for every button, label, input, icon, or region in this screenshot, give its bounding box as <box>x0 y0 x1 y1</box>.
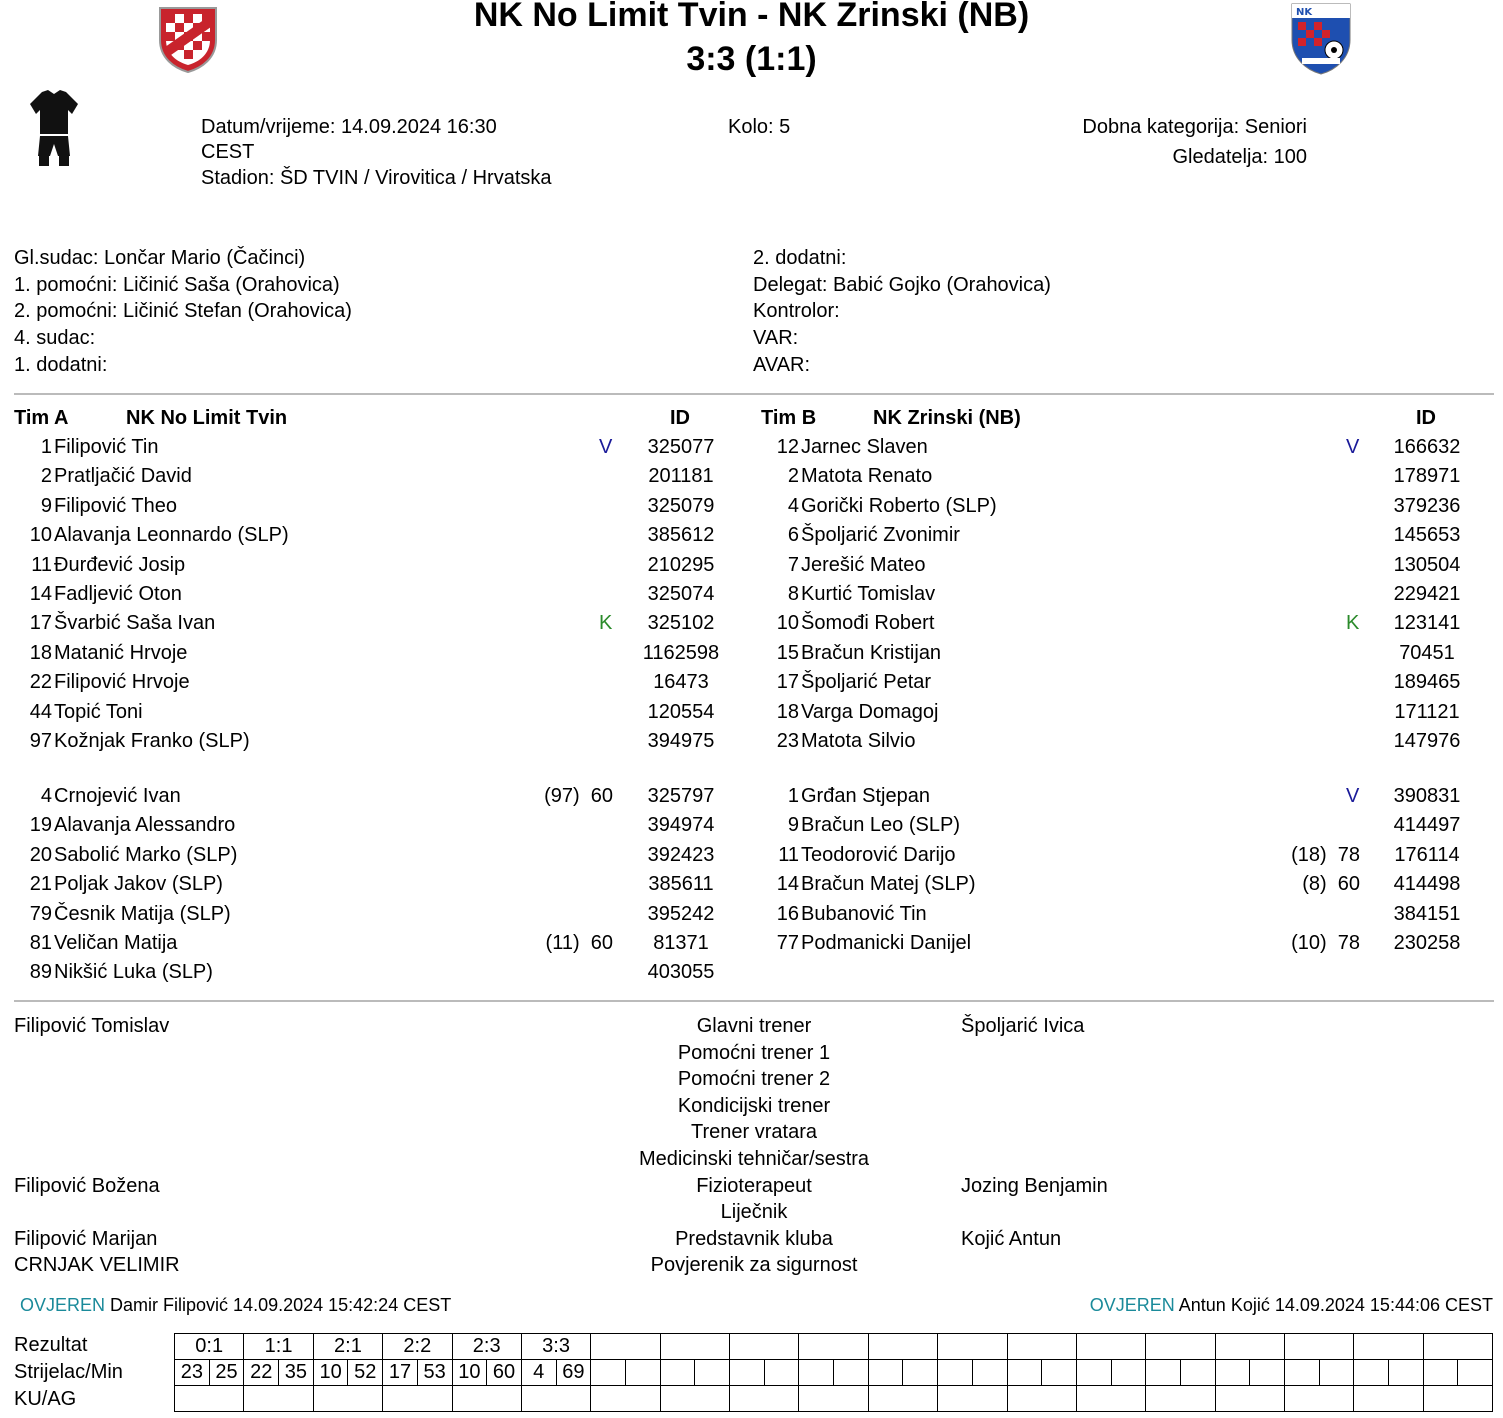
player-role-mark: V <box>599 436 613 458</box>
official-fourth: 4. sudac: <box>14 327 96 349</box>
player-name: Bračun Matej (SLP) <box>801 873 976 896</box>
player-name: Crnojević Ivan <box>54 785 181 807</box>
player-name: Matota Renato <box>801 465 933 488</box>
match-datetime: Datum/vrijeme: 14.09.2024 16:30 <box>201 116 497 138</box>
player-name: Kožnjak Franko (SLP) <box>54 730 250 752</box>
scorer-minute-cell <box>625 1360 660 1386</box>
official-controller: Kontrolor: <box>753 300 840 322</box>
scorer-minute-cell <box>1458 1360 1493 1386</box>
score-cell <box>1076 1334 1145 1360</box>
scorer-number-cell: 17 <box>383 1360 418 1386</box>
player-number: 9 <box>787 814 799 837</box>
player-name: Bračun Kristijan <box>801 641 942 664</box>
player-number: 17 <box>29 612 52 635</box>
player-name: Sabolić Marko (SLP) <box>54 843 238 866</box>
player-number: 1 <box>787 785 799 807</box>
card-cell <box>1076 1386 1145 1412</box>
staff-team-a-member: Filipović Marijan <box>14 1227 158 1250</box>
scorer-minute-cell <box>764 1360 799 1386</box>
divider <box>14 393 1494 395</box>
card-cell <box>175 1386 244 1412</box>
scorer-minute-cell <box>1319 1360 1354 1386</box>
staff-role: Trener vratara <box>691 1121 817 1144</box>
staff-role: Fizioterapeut <box>696 1174 812 1197</box>
player-number: 97 <box>29 730 52 752</box>
player-number: 4 <box>787 494 799 517</box>
scorer-minute-cell <box>695 1360 730 1386</box>
staff-role: Pomoćni trener 2 <box>677 1068 831 1091</box>
player-number: 2 <box>787 465 799 488</box>
card-cell <box>1146 1386 1215 1412</box>
substitution-info: (10) 78 <box>1291 932 1360 954</box>
scorer-number-cell: 10 <box>452 1360 487 1386</box>
player-id: 171121 <box>1394 700 1460 723</box>
player-number: 12 <box>776 436 799 458</box>
staff-role: Liječnik <box>720 1201 788 1224</box>
player-name: Filipović Hrvoje <box>54 671 190 694</box>
player-id: 395242 <box>647 902 715 925</box>
score-cell <box>1423 1334 1492 1360</box>
staff-role: Medicinski tehničar/sestra <box>638 1148 870 1170</box>
staff-team-b-member: Kojić Antun <box>961 1227 1062 1250</box>
scorer-number-cell <box>938 1360 973 1386</box>
team-a-id-header: ID <box>670 407 690 429</box>
scorer-number-cell: 22 <box>244 1360 279 1386</box>
card-cell <box>452 1386 521 1412</box>
score-cell <box>660 1334 729 1360</box>
scorer-number-cell <box>868 1360 903 1386</box>
scorer-minute-cell <box>1389 1360 1424 1386</box>
score-cell: 0:1 <box>175 1334 244 1360</box>
official-additional-1: 1. dodatni: <box>14 354 108 376</box>
player-name: Bračun Leo (SLP) <box>801 814 960 837</box>
scorer-number-cell <box>660 1360 695 1386</box>
player-number: 89 <box>29 961 52 984</box>
score-cell <box>1285 1334 1354 1360</box>
player-number: 2 <box>40 465 52 488</box>
player-number: 18 <box>776 700 799 723</box>
scorer-minute-cell: 60 <box>487 1360 522 1386</box>
scorer-number-cell <box>730 1360 765 1386</box>
player-name: Pratljačić David <box>54 465 192 488</box>
player-number: 11 <box>31 553 52 576</box>
official-avar: AVAR: <box>753 354 811 376</box>
player-id: 325077 <box>647 436 715 458</box>
scorer-number-cell <box>1423 1360 1458 1386</box>
scorer-number-cell <box>1354 1360 1389 1386</box>
player-id: 403055 <box>647 961 715 984</box>
scorer-number-cell: 10 <box>313 1360 348 1386</box>
match-timezone: CEST <box>201 141 255 163</box>
player-number: 81 <box>29 932 52 954</box>
score-cell <box>591 1334 660 1360</box>
official-additional-2: 2. dodatni: <box>753 247 847 269</box>
substitution-info: (97) 60 <box>544 785 613 807</box>
staff-role: Povjerenik za sigurnost <box>650 1254 858 1277</box>
scorer-row-label: Strijelac/Min <box>14 1361 123 1383</box>
card-cell <box>1423 1386 1492 1412</box>
jersey-icon <box>28 88 80 168</box>
player-name: Podmanicki Danijel <box>801 932 972 954</box>
player-role-mark: V <box>1346 785 1360 807</box>
player-id: 70451 <box>1399 641 1455 664</box>
team-b-name: NK Zrinski (NB) <box>873 407 1021 429</box>
scorer-number-cell <box>799 1360 834 1386</box>
player-id: 385612 <box>647 524 715 547</box>
staff-team-a-member: Filipović Tomislav <box>14 1015 170 1037</box>
player-name: Poljak Jakov (SLP) <box>54 873 223 896</box>
player-id: 390831 <box>1393 785 1461 807</box>
card-cell <box>1354 1386 1423 1412</box>
staff-team-a-member: CRNJAK VELIMIR <box>14 1254 180 1277</box>
scorer-minute-cell <box>1180 1360 1215 1386</box>
player-number: 23 <box>776 730 799 752</box>
player-name: Jarnec Slaven <box>801 436 928 458</box>
scorer-number-cell <box>1146 1360 1181 1386</box>
match-stadium: Stadion: ŠD TVIN / Virovitica / Hrvatska <box>201 167 552 189</box>
player-number: 14 <box>29 583 52 605</box>
staff-team-b-member: Špoljarić Ivica <box>961 1015 1085 1037</box>
score-cell <box>1146 1334 1215 1360</box>
player-number: 15 <box>776 641 799 664</box>
player-role-mark: K <box>599 612 613 635</box>
player-role-mark: V <box>1346 436 1360 458</box>
score-cell <box>938 1334 1007 1360</box>
card-cell <box>383 1386 452 1412</box>
verified-status: OVJEREN <box>1089 1295 1175 1315</box>
scorer-number-cell <box>591 1360 626 1386</box>
player-id: 325797 <box>647 785 715 807</box>
card-cell <box>730 1386 799 1412</box>
player-id: 379236 <box>1393 494 1461 517</box>
player-number: 11 <box>778 843 799 866</box>
card-row-label: KU/AG <box>14 1388 77 1410</box>
player-id: 81371 <box>653 932 709 954</box>
staff-role: Kondicijski trener <box>677 1094 831 1117</box>
player-id: 178971 <box>1393 465 1461 488</box>
scorer-minute-cell: 35 <box>279 1360 314 1386</box>
score-cell: 2:1 <box>313 1334 382 1360</box>
player-name: Filipović Tin <box>54 436 159 458</box>
player-name: Varga Domagoj <box>801 700 939 723</box>
scorer-minute-cell <box>903 1360 938 1386</box>
player-name: Alavanja Leonnardo (SLP) <box>54 524 289 547</box>
player-id: 385611 <box>648 873 714 896</box>
away-club-crest-icon <box>1288 0 1354 76</box>
player-name: Gorički Roberto (SLP) <box>801 494 997 517</box>
player-id: 176114 <box>1394 843 1460 866</box>
player-id: 230258 <box>1393 932 1461 954</box>
player-id: 130504 <box>1393 553 1461 576</box>
player-number: 20 <box>29 843 52 866</box>
svg-text:NK: NK <box>1296 7 1313 18</box>
player-id: 1162598 <box>642 641 720 664</box>
verification-left <box>20 1295 451 1316</box>
score-cell: 1:1 <box>244 1334 313 1360</box>
player-name: Filipović Theo <box>54 494 178 517</box>
player-id: 384151 <box>1393 902 1461 925</box>
staff-role: Predstavnik kluba <box>675 1227 833 1250</box>
scorer-number-cell <box>1007 1360 1042 1386</box>
verification-right <box>900 1295 1493 1316</box>
card-cell <box>1215 1386 1284 1412</box>
player-id: 229421 <box>1393 583 1461 605</box>
card-cell <box>244 1386 313 1412</box>
player-id: 16473 <box>653 671 709 694</box>
result-table <box>174 1333 1493 1412</box>
player-number: 1 <box>40 436 52 458</box>
player-id: 394974 <box>647 814 715 837</box>
player-number: 77 <box>776 932 799 954</box>
player-name: Alavanja Alessandro <box>54 814 236 837</box>
player-name: Šomođi Robert <box>801 612 935 635</box>
player-name: Jerešić Mateo <box>801 553 926 576</box>
official-var: VAR: <box>753 327 799 349</box>
player-role-mark: K <box>1346 612 1360 635</box>
player-name: Matota Silvio <box>801 730 916 752</box>
card-cell <box>660 1386 729 1412</box>
score-cell <box>1007 1334 1076 1360</box>
player-name: Kurtić Tomislav <box>801 583 936 605</box>
official-main-referee: Gl.sudac: Lončar Mario (Čačinci) <box>14 247 306 269</box>
player-name: Đurđević Josip <box>54 553 186 576</box>
card-cell <box>799 1386 868 1412</box>
score-cell <box>868 1334 937 1360</box>
player-name: Fadljević Oton <box>54 583 182 605</box>
player-number: 19 <box>29 814 52 837</box>
player-number: 17 <box>776 671 799 694</box>
score-cell: 3:3 <box>521 1334 590 1360</box>
scorer-minute-cell <box>1042 1360 1077 1386</box>
player-id: 145653 <box>1393 524 1461 547</box>
scorer-minute-cell <box>972 1360 1007 1386</box>
age-category: Dobna kategorija: Seniori <box>1082 116 1307 138</box>
score-cell <box>799 1334 868 1360</box>
score-cell <box>730 1334 799 1360</box>
player-name: Špoljarić Zvonimir <box>801 524 960 547</box>
player-number: 6 <box>787 524 799 547</box>
match-round: Kolo: 5 <box>728 116 791 138</box>
scorer-minute-cell <box>834 1360 869 1386</box>
player-number: 7 <box>787 553 799 576</box>
player-name: Bubanović Tin <box>801 902 927 925</box>
staff-team-b-member: Jozing Benjamin <box>961 1174 1108 1197</box>
card-cell <box>938 1386 1007 1412</box>
result-row-label: Rezultat <box>14 1334 88 1356</box>
player-name: Česnik Matija (SLP) <box>54 902 231 925</box>
team-a-label: Tim A <box>14 407 69 429</box>
player-number: 16 <box>776 902 799 925</box>
player-number: 10 <box>776 612 799 635</box>
scorer-minute-cell <box>1111 1360 1146 1386</box>
card-cell <box>313 1386 382 1412</box>
score-cell: 2:3 <box>452 1334 521 1360</box>
score-cell: 2:2 <box>383 1334 452 1360</box>
match-title: NK No Limit Tvin - NK Zrinski (NB) <box>473 0 1030 34</box>
player-number: 22 <box>29 671 52 694</box>
verified-status: OVJEREN <box>20 1295 106 1315</box>
player-id: 325079 <box>647 494 715 517</box>
player-name: Špoljarić Petar <box>801 671 932 694</box>
player-id: 394975 <box>647 730 715 752</box>
card-cell <box>591 1386 660 1412</box>
player-name: Nikšić Luka (SLP) <box>54 961 213 984</box>
player-id: 210295 <box>647 553 715 576</box>
divider <box>14 1000 1494 1002</box>
scorer-minute-cell: 25 <box>209 1360 244 1386</box>
scorer-minute-cell <box>1250 1360 1285 1386</box>
player-name: Švarbić Saša Ivan <box>54 612 216 635</box>
scorer-number-cell <box>1285 1360 1320 1386</box>
player-id: 325102 <box>647 612 715 635</box>
scorer-number-cell: 23 <box>175 1360 210 1386</box>
player-id: 392423 <box>647 843 715 866</box>
substitution-info: (8) 60 <box>1302 873 1360 896</box>
player-name: Grđan Stjepan <box>801 785 930 807</box>
staff-team-a-member: Filipović Božena <box>14 1174 160 1197</box>
player-id: 201181 <box>648 465 714 488</box>
player-id: 147976 <box>1393 730 1461 752</box>
player-name: Topić Toni <box>54 700 143 723</box>
staff-role: Pomoćni trener 1 <box>677 1041 831 1064</box>
card-cell <box>1285 1386 1354 1412</box>
verified-by: Antun Kojić 14.09.2024 15:44:06 CEST <box>1174 1295 1493 1315</box>
player-number: 10 <box>29 524 52 547</box>
substitution-info: (18) 78 <box>1291 843 1360 866</box>
official-delegate: Delegat: Babić Gojko (Orahovica) <box>753 274 1051 296</box>
verified-by: Damir Filipović 14.09.2024 15:42:24 CEST <box>105 1295 452 1315</box>
official-assistant-1: 1. pomoćni: Ličinić Saša (Orahovica) <box>14 274 340 296</box>
card-cell <box>521 1386 590 1412</box>
player-name: Matanić Hrvoje <box>54 641 188 664</box>
card-cell <box>1007 1386 1076 1412</box>
player-number: 4 <box>40 785 52 807</box>
score-cell <box>1354 1334 1423 1360</box>
card-cell <box>868 1386 937 1412</box>
player-number: 9 <box>40 494 52 517</box>
scorer-number-cell: 4 <box>521 1360 556 1386</box>
player-number: 79 <box>29 902 52 925</box>
scorer-minute-cell: 53 <box>417 1360 452 1386</box>
player-id: 120554 <box>647 700 715 723</box>
player-number: 14 <box>776 873 799 896</box>
scorer-number-cell <box>1076 1360 1111 1386</box>
player-number: 8 <box>787 583 799 605</box>
match-score: 3:3 (1:1) <box>686 40 817 78</box>
player-id: 189465 <box>1393 671 1461 694</box>
player-id: 325074 <box>647 583 715 605</box>
player-id: 414497 <box>1393 814 1461 837</box>
team-a-name: NK No Limit Tvin <box>126 407 288 429</box>
player-id: 166632 <box>1393 436 1461 458</box>
player-name: Teodorović Darijo <box>801 843 956 866</box>
scorer-minute-cell: 52 <box>348 1360 383 1386</box>
player-id: 123141 <box>1393 612 1461 635</box>
team-b-id-header: ID <box>1416 407 1436 429</box>
player-number: 44 <box>29 700 52 723</box>
score-cell <box>1215 1334 1284 1360</box>
spectators: Gledatelja: 100 <box>1172 146 1307 168</box>
player-number: 18 <box>29 641 52 664</box>
staff-role: Glavni trener <box>696 1015 812 1037</box>
player-number: 21 <box>29 873 52 896</box>
team-b-label: Tim B <box>761 407 817 429</box>
official-assistant-2: 2. pomoćni: Ličinić Stefan (Orahovica) <box>14 300 352 322</box>
substitution-info: (11) 60 <box>545 932 613 954</box>
scorer-number-cell <box>1215 1360 1250 1386</box>
scorer-minute-cell: 69 <box>556 1360 591 1386</box>
player-id: 414498 <box>1393 873 1461 896</box>
player-name: Veličan Matija <box>54 932 178 954</box>
